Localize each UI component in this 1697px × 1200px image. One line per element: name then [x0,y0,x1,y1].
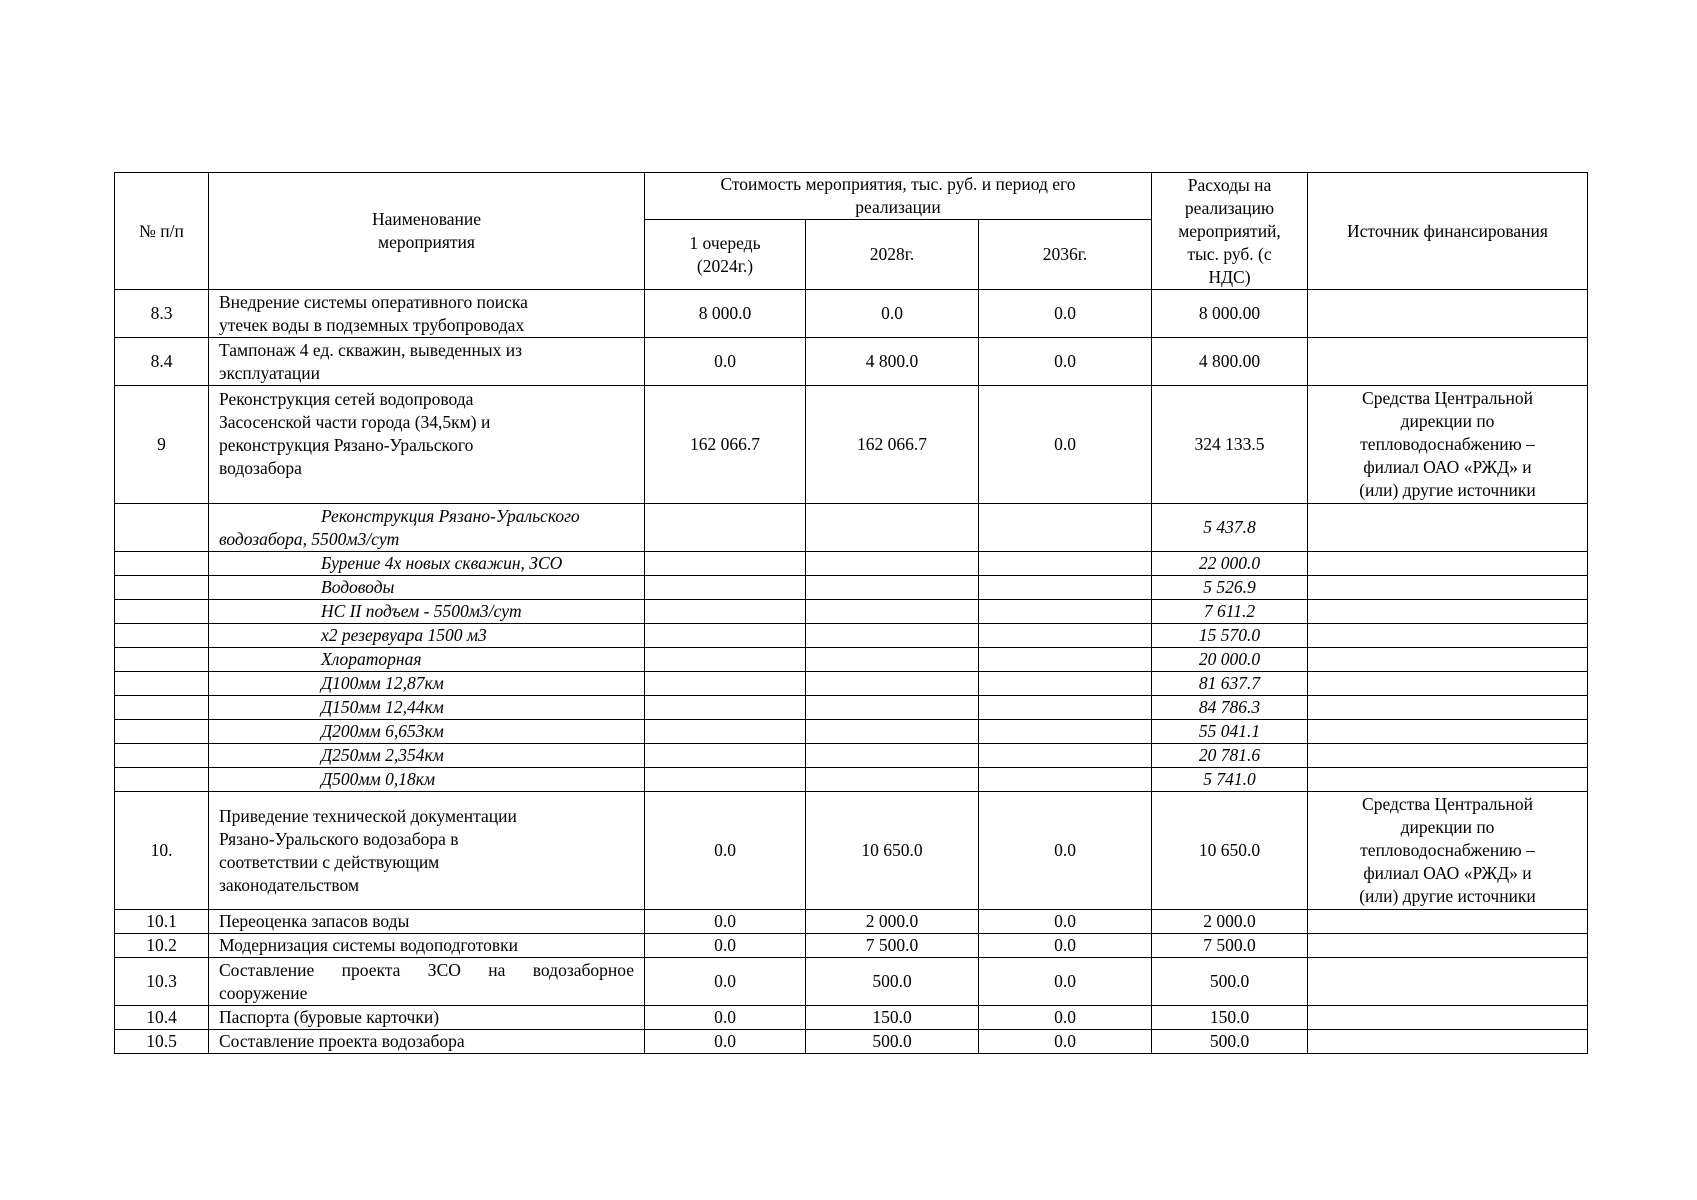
row-2036: 0.0 [979,1030,1152,1054]
sub-num [115,552,209,576]
sub-row [115,576,1588,600]
row-total: 324 133.5 [1152,386,1308,504]
table-row [115,934,1588,958]
sub-row [115,600,1588,624]
header-2036: 2036г. [979,220,1152,290]
sub-2028 [806,744,979,768]
sub-name: Д200мм 6,653км [209,720,645,744]
sub-q1 [645,600,806,624]
sub-row [115,696,1588,720]
sub-name: Бурение 4х новых скважин, ЗСО [209,552,645,576]
row-total: 10 650.0 [1152,792,1308,910]
header-name: Наименование мероприятия [209,173,645,290]
row-source [1308,1030,1588,1054]
sub-name: Д250мм 2,354км [209,744,645,768]
sub-name: НС II подъем - 5500м3/сут [209,600,645,624]
row-name: Внедрение системы оперативного поиска утечек воды в подземных трубопроводах [209,290,645,338]
sub-2028 [806,672,979,696]
sub-num [115,504,209,552]
sub-name: х2 резервуара 1500 м3 [209,624,645,648]
sub-num [115,744,209,768]
row-2028: 500.0 [806,958,979,1006]
row-source [1308,934,1588,958]
sub-total: 7 611.2 [1152,600,1308,624]
row-num: 8.3 [115,290,209,338]
sub-2036 [979,624,1152,648]
row-q1: 0.0 [645,338,806,386]
sub-row [115,504,1588,552]
row-total: 2 000.0 [1152,910,1308,934]
row-source [1308,290,1588,338]
sub-q1 [645,720,806,744]
sub-q1 [645,696,806,720]
row-q1: 0.0 [645,1006,806,1030]
table-row-section-9 [115,386,1588,504]
row-2036: 0.0 [979,290,1152,338]
row-q1: 162 066.7 [645,386,806,504]
row-num: 10.2 [115,934,209,958]
row-total: 7 500.0 [1152,934,1308,958]
sub-name: Реконструкция Рязано-Уральского водозабора, 5500м3/сут [209,504,645,552]
row-num: 10.3 [115,958,209,1006]
row-num: 8.4 [115,338,209,386]
row-q1: 0.0 [645,1030,806,1054]
sub-total: 84 786.3 [1152,696,1308,720]
row-name: Реконструкция сетей водопровода Засосенской части города (34,5км) и реконструкция Рязано-Уральского водозабора [209,386,645,504]
sub-q1 [645,744,806,768]
sub-source [1308,672,1588,696]
sub-2028 [806,720,979,744]
sub-num [115,600,209,624]
sub-q1 [645,648,806,672]
row-q1: 0.0 [645,958,806,1006]
sub-num [115,768,209,792]
sub-num [115,696,209,720]
table-row [115,1006,1588,1030]
row-source [1308,910,1588,934]
sub-source [1308,552,1588,576]
header-source: Источник финансирования [1308,173,1588,290]
row-total: 8 000.00 [1152,290,1308,338]
row-name: Тампонаж 4 ед. скважин, выведенных из эксплуатации [209,338,645,386]
sub-2028 [806,576,979,600]
sub-name: Д100мм 12,87км [209,672,645,696]
sub-q1 [645,672,806,696]
sub-2036 [979,600,1152,624]
sub-2028 [806,600,979,624]
row-name: Переоценка запасов воды [209,910,645,934]
row-2036: 0.0 [979,910,1152,934]
sub-2028 [806,648,979,672]
sub-name: Хлораторная [209,648,645,672]
row-total: 500.0 [1152,958,1308,1006]
sub-2036 [979,552,1152,576]
sub-total: 5 526.9 [1152,576,1308,600]
header-q1: 1 очередь (2024г.) [645,220,806,290]
sub-source [1308,600,1588,624]
sub-row [115,624,1588,648]
row-2028: 7 500.0 [806,934,979,958]
sub-source [1308,768,1588,792]
table-row [115,958,1588,1006]
sub-total: 15 570.0 [1152,624,1308,648]
sub-2036 [979,672,1152,696]
sub-num [115,720,209,744]
row-2028: 162 066.7 [806,386,979,504]
sub-total: 20 781.6 [1152,744,1308,768]
header-2028: 2028г. [806,220,979,290]
header-total: Расходы на реализацию мероприятий, тыс. руб. (с НДС) [1152,173,1308,290]
row-q1: 0.0 [645,910,806,934]
sub-row [115,744,1588,768]
sub-source [1308,744,1588,768]
table-row [115,338,1588,386]
sub-2036 [979,696,1152,720]
row-source: Средства Центральной дирекции по тепловодоснабжению – филиал ОАО «РЖД» и (или) другие источники [1308,386,1588,504]
row-2036: 0.0 [979,338,1152,386]
row-2028: 2 000.0 [806,910,979,934]
sub-source [1308,648,1588,672]
sub-row [115,768,1588,792]
sub-total: 22 000.0 [1152,552,1308,576]
table-row [115,290,1588,338]
sub-source [1308,720,1588,744]
sub-2036 [979,648,1152,672]
sub-source [1308,576,1588,600]
sub-source [1308,504,1588,552]
row-source [1308,1006,1588,1030]
row-num: 10. [115,792,209,910]
row-name: Приведение технической документации Рязано-Уральского водозабора в соответствии с действующим законодательством [209,792,645,910]
sub-2036 [979,720,1152,744]
row-2028: 0.0 [806,290,979,338]
row-2036: 0.0 [979,958,1152,1006]
header-row-1 [115,173,1588,220]
row-num: 10.5 [115,1030,209,1054]
sub-q1 [645,624,806,648]
sub-2036 [979,744,1152,768]
row-source [1308,958,1588,1006]
sub-source [1308,696,1588,720]
sub-num [115,624,209,648]
sub-num [115,672,209,696]
row-num: 9 [115,386,209,504]
row-name: Модернизация системы водоподготовки [209,934,645,958]
sub-2028 [806,552,979,576]
sub-row [115,648,1588,672]
sub-q1 [645,576,806,600]
row-source: Средства Центральной дирекции по тепловодоснабжению – филиал ОАО «РЖД» и (или) другие источники [1308,792,1588,910]
row-total: 500.0 [1152,1030,1308,1054]
row-2036: 0.0 [979,386,1152,504]
sub-total: 5 741.0 [1152,768,1308,792]
row-num: 10.1 [115,910,209,934]
sub-2028 [806,504,979,552]
row-2028: 500.0 [806,1030,979,1054]
row-name: Составление проекта ЗСО на водозаборное сооружение [209,958,645,1006]
sub-num [115,648,209,672]
table-row-section-10 [115,792,1588,910]
sub-q1 [645,552,806,576]
row-q1: 0.0 [645,792,806,910]
sub-q1 [645,768,806,792]
row-total: 150.0 [1152,1006,1308,1030]
sub-q1 [645,504,806,552]
sub-total: 20 000.0 [1152,648,1308,672]
row-name: Составление проекта водозабора [209,1030,645,1054]
investment-measures-table [114,172,1588,1054]
row-name: Паспорта (буровые карточки) [209,1006,645,1030]
row-2028: 150.0 [806,1006,979,1030]
header-cost: Стоимость мероприятия, тыс. руб. и период его реализации [645,173,1152,220]
sub-total: 55 041.1 [1152,720,1308,744]
sub-total: 81 637.7 [1152,672,1308,696]
row-2036: 0.0 [979,1006,1152,1030]
sub-num [115,576,209,600]
row-q1: 8 000.0 [645,290,806,338]
sub-row [115,720,1588,744]
row-2028: 4 800.0 [806,338,979,386]
table-row [115,1030,1588,1054]
row-2036: 0.0 [979,934,1152,958]
sub-2036 [979,768,1152,792]
row-q1: 0.0 [645,934,806,958]
sub-2036 [979,576,1152,600]
sub-row [115,672,1588,696]
sub-name: Водоводы [209,576,645,600]
row-2036: 0.0 [979,792,1152,910]
header-num: № п/п [115,173,209,290]
sub-name: Д150мм 12,44км [209,696,645,720]
sub-2028 [806,696,979,720]
sub-name: Д500мм 0,18км [209,768,645,792]
sub-2028 [806,768,979,792]
table-row [115,910,1588,934]
sub-total: 5 437.8 [1152,504,1308,552]
sub-2028 [806,624,979,648]
row-num: 10.4 [115,1006,209,1030]
row-source [1308,338,1588,386]
row-total: 4 800.00 [1152,338,1308,386]
row-2028: 10 650.0 [806,792,979,910]
sub-source [1308,624,1588,648]
sub-2036 [979,504,1152,552]
sub-row [115,552,1588,576]
